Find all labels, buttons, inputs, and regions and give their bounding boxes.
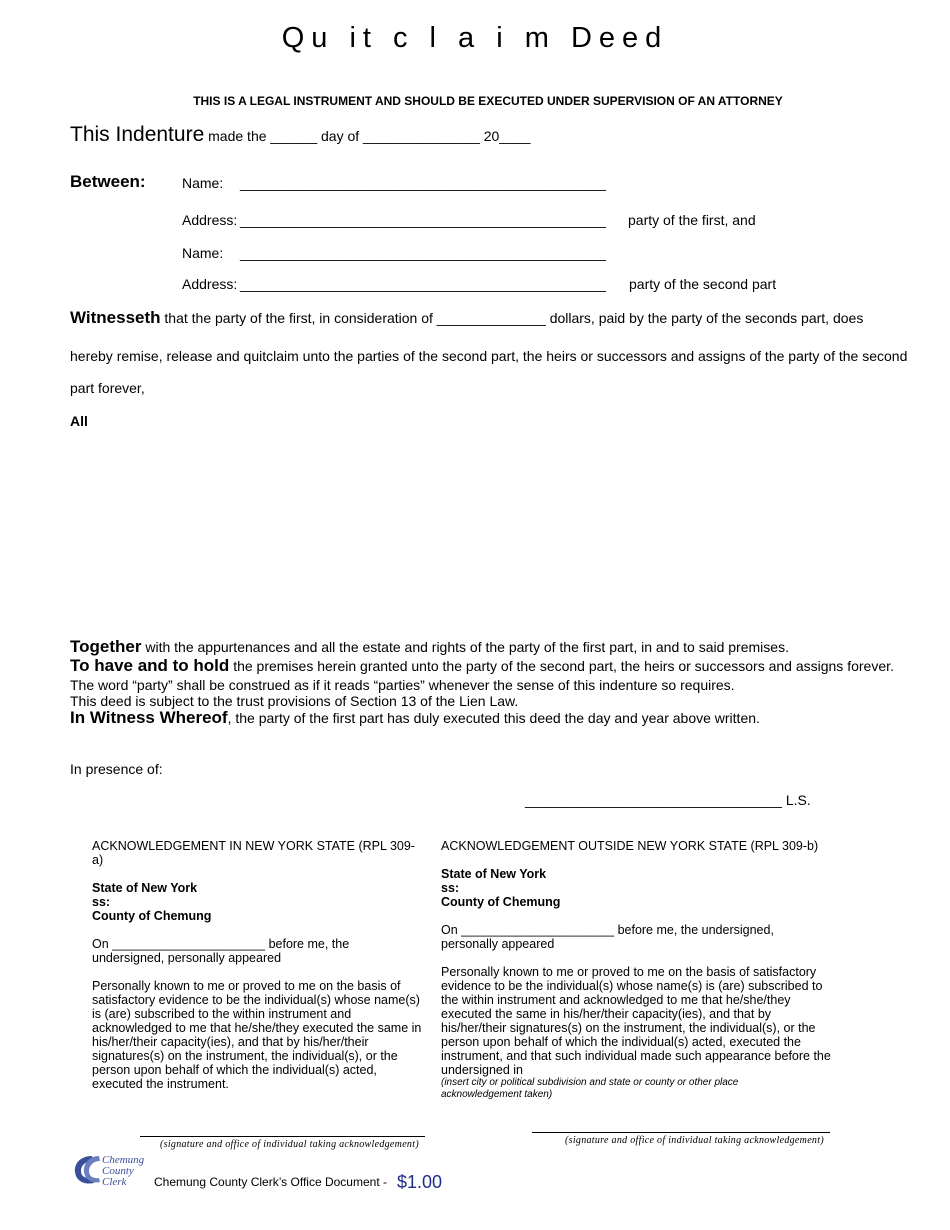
witnesseth-lead: Witnesseth [70,308,161,327]
in-witness-lead: In Witness Whereof [70,708,228,727]
indenture-line [70,123,530,147]
ack-ny-body: Personally known to me or proved to me on the basis of satisfactory evidence to be the individual(s) whose name(s) is (are) subscribed to the within instrument and acknowledged to me that he/she/they executed the same in his/her/their capacity(ies), and that by his/her/their signatures(s) on the instrument, the individual(s), or the person upon behalf of which the individual(s) acted, executed the instrument. [92,979,422,1091]
ack-outside-heading: ACKNOWLEDGEMENT OUTSIDE NEW YORK STATE (RPL 309-b) [441,839,819,853]
second-party-name-field[interactable]: _______________________________________________ [240,245,606,261]
ack-outside-block [441,839,836,1101]
grantor-signature-line[interactable]: _________________________________ L.S. [525,792,811,808]
between-label: Between: [70,172,146,191]
ack-ny-on-line[interactable]: On ______________________ before me, the undersigned, personally appeared [92,937,350,965]
witnesseth-line-2: hereby remise, release and quitclaim unto the parties of the second part, the heirs or successors and assigns of the party of the second [70,348,908,364]
indenture-lead: This Indenture [70,123,205,146]
first-party-name-field[interactable]: _______________________________________________ [240,175,606,191]
document-price: $1.00 [397,1172,443,1192]
party-second-text: party of the second part [629,276,777,292]
ack-ny-state: State of New York [92,881,198,895]
ack-ny-county: County of Chemung [92,909,212,923]
ack-outside-signature-line[interactable] [532,1132,830,1133]
together-line [70,637,789,657]
ack-ny-ss: ss: [92,895,111,909]
ack-ny-signature-caption: (signature and office of individual taking acknowledgement) [160,1139,419,1150]
logo-word-3: Clerk [102,1176,127,1188]
first-party-address-label: Address: [182,212,238,228]
party-word-clause: The word “party” shall be construed as if it reads “parties” whenever the sense of this indenture so requires. [70,677,735,693]
property-description-area[interactable] [70,434,890,624]
ack-outside-on-line[interactable]: On ______________________ before me, the undersigned, personally appeared [441,923,774,951]
witnesseth-line-3: part forever, [70,380,145,396]
together-text: with the appurtenances and all the estate and rights of the party of the first part, in and to said premises. [145,639,789,655]
witnesseth-line-1 [70,308,863,328]
in-witness-text: , the party of the first part has duly executed this deed the day and year above written. [227,710,760,726]
ack-outside-state: State of New York [441,867,547,881]
first-party-address-field[interactable]: _______________________________________________ [240,212,606,228]
logo-word-1: Chemung [102,1154,145,1166]
all-label: All [70,413,88,429]
in-witness-line [70,708,760,728]
to-have-lead: To have and to hold [70,656,230,675]
lien-law-clause: This deed is subject to the trust provisions of Section 13 of the Lien Law. [70,693,519,709]
second-party-name-label: Name: [182,245,224,261]
party-first-text: party of the first, and [628,212,756,228]
footer-text: Chemung County Clerk’s Office Document - [154,1175,387,1189]
ack-outside-ss: ss: [441,881,460,895]
ack-ny-block [92,839,422,1091]
ack-outside-county: County of Chemung [441,895,561,909]
ack-outside-body: Personally known to me or proved to me on the basis of satisfactory evidence to be the individual(s) whose name(s) is (are) subscribed to the within instrument and acknowledged to me that he/she/they executed the same in his/her/their capacity(ies), and that by his/her/their signatures(s) on the instrument, the individual(s), or the person upon behalf of which the individual(s) acted, executed the instrument, and that such individual made such appearance before the undersigned in [441,965,831,1077]
first-party-name-label: Name: [182,175,224,191]
ack-outside-signature-caption: (signature and office of individual taking acknowledgement) [565,1135,824,1146]
witnesseth-text-1: that the party of the first, in consideration of ______________ dollars, paid by the party of the seconds part, does [164,310,864,326]
in-presence-label: In presence of: [70,761,163,777]
indenture-blanks[interactable]: made the ______ day of _______________ 20____ [208,128,531,144]
to-have-line [70,656,894,676]
logo-word-2: County [102,1165,134,1177]
county-clerk-logo [72,1150,152,1188]
ack-ny-signature-line[interactable] [140,1136,425,1137]
document-title: Qu it c l a i m Deed [281,22,669,54]
ack-outside-place-note: (insert city or political subdivision and state or county or other place acknowledgement taken) [441,1077,739,1100]
second-party-address-label: Address: [182,276,238,292]
second-party-address-field[interactable]: _______________________________________________ [240,276,606,292]
together-lead: Together [70,637,142,656]
attorney-notice: THIS IS A LEGAL INSTRUMENT AND SHOULD BE EXECUTED UNDER SUPERVISION OF AN ATTORNEY [193,94,783,108]
to-have-text: the premises herein granted unto the party of the second part, the heirs or successors and assigns forever. [233,658,894,674]
ack-ny-heading: ACKNOWLEDGEMENT IN NEW YORK STATE (RPL 309-a) [92,839,415,867]
